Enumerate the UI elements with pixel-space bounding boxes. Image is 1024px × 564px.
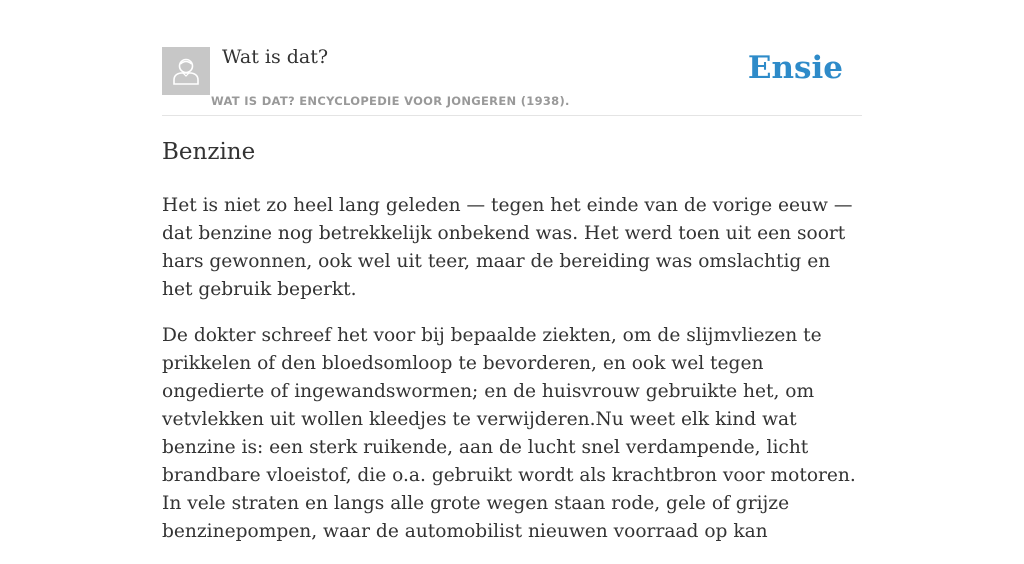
article-header <box>162 0 862 116</box>
user-avatar-icon[interactable] <box>162 47 210 95</box>
article-paragraph: Het is niet zo heel lang geleden — tegen het einde van de vorige eeuw — dat benzine nog betrekkelijk onbekend was. Het werd toen uit een soort hars gewonnen, ook wel uit teer, maar de bereiding was omslachtig en het gebruik beperkt. <box>162 195 853 300</box>
article-body <box>162 192 862 564</box>
article-paragraph: De dokter schreef het voor bij bepaalde ziekten, om de slijmvliezen te prikkelen of den bloedsomloop te bevorderen, en ook wel tegen ongedierte of ingewandswormen; en de huisvrouw gebruikte het, om vetvlekken uit wollen kleedjes te verwijderen.Nu weet elk kind wat benzine is: een sterk ruikende, aan de lucht snel verdampende, licht brandbare vloeistof, die o.a. gebruikt wordt als krachtbron voor motoren. In vele straten en langs alle grote wegen staan rode, gele of grijze benzinepompen, waar de automobilist nieuwen voorraad op kan <box>162 325 856 542</box>
page <box>162 0 862 542</box>
author-name[interactable]: Wat is dat? <box>222 46 329 68</box>
article-title: Benzine <box>162 139 256 165</box>
source-label[interactable]: WAT IS DAT? ENCYCLOPEDIE VOOR JONGEREN (1938). <box>211 94 570 108</box>
site-logo[interactable]: Ensie <box>747 50 843 86</box>
